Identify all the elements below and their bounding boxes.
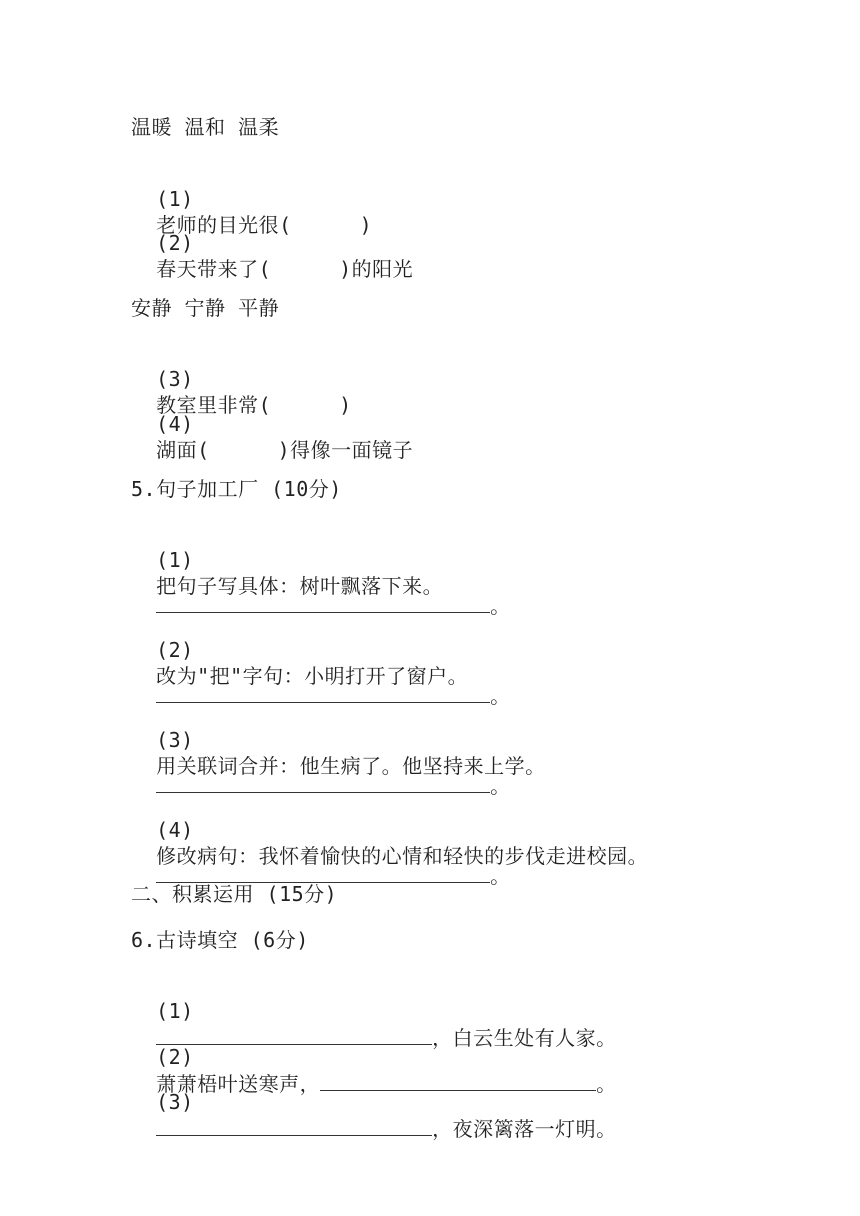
task-text: 修改病句：我怀着愉快的心情和轻快的步伐走进校园。 — [156, 844, 649, 868]
word-choices-group-1: 温暖 温和 温柔 — [131, 115, 280, 139]
line-end-period: 。 — [490, 774, 511, 798]
task-number: (2) — [156, 638, 194, 662]
item-number: (3) — [156, 1090, 194, 1114]
poem-text-after: 。 — [596, 1072, 617, 1096]
question-2 — [131, 204, 413, 282]
poem-blank-3 — [131, 1063, 617, 1142]
answer-blank[interactable] — [156, 682, 490, 703]
question-number: (3) — [156, 367, 194, 391]
word-choices-group-2: 安静 宁静 平静 — [131, 296, 280, 320]
question-text-before: 老师的目光很( — [156, 213, 292, 237]
answer-blank[interactable] — [156, 1115, 432, 1136]
question-number: (2) — [156, 231, 194, 255]
line-end-period: 。 — [490, 864, 511, 888]
question-text-after: ) — [359, 213, 373, 237]
question-text-before: 湖面( — [156, 438, 210, 462]
task-number: (3) — [156, 728, 194, 752]
section-6-title: 6.古诗填空 (6分) — [131, 928, 309, 952]
task-text: 改为"把"字句：小明打开了窗户。 — [156, 664, 469, 688]
line-end-period: 。 — [490, 594, 511, 618]
question-text-after: )得像一面镜子 — [277, 438, 414, 462]
answer-blank[interactable] — [156, 862, 490, 883]
question-text-before: 教室里非常( — [156, 393, 272, 417]
section-5-title: 5.句子加工厂 (10分) — [131, 477, 342, 501]
task-text: 用关联词合并：他生病了。他坚持来上学。 — [156, 754, 546, 778]
part-2-title: 二、积累运用 (15分) — [131, 882, 338, 906]
question-number: (1) — [156, 187, 194, 211]
poem-text-before: 萧萧梧叶送寒声， — [156, 1072, 321, 1096]
question-text-after: )的阳光 — [339, 257, 414, 281]
question-number: (4) — [156, 412, 194, 436]
task-number: (1) — [156, 548, 194, 572]
line-end-period: 。 — [490, 684, 511, 708]
question-text-before: 春天带来了( — [156, 257, 272, 281]
task-number: (4) — [156, 818, 194, 842]
question-text-after: ) — [339, 393, 352, 417]
question-4 — [131, 385, 413, 463]
poem-text-after: ，白云生处有人家。 — [432, 1026, 617, 1050]
poem-text-after: ，夜深篱落一灯明。 — [432, 1117, 617, 1141]
task-text: 把句子写具体：树叶飘落下来。 — [156, 574, 444, 598]
item-number: (2) — [156, 1045, 194, 1069]
answer-blank[interactable] — [156, 592, 490, 613]
answer-blank[interactable] — [156, 772, 490, 793]
item-number: (1) — [156, 999, 194, 1023]
